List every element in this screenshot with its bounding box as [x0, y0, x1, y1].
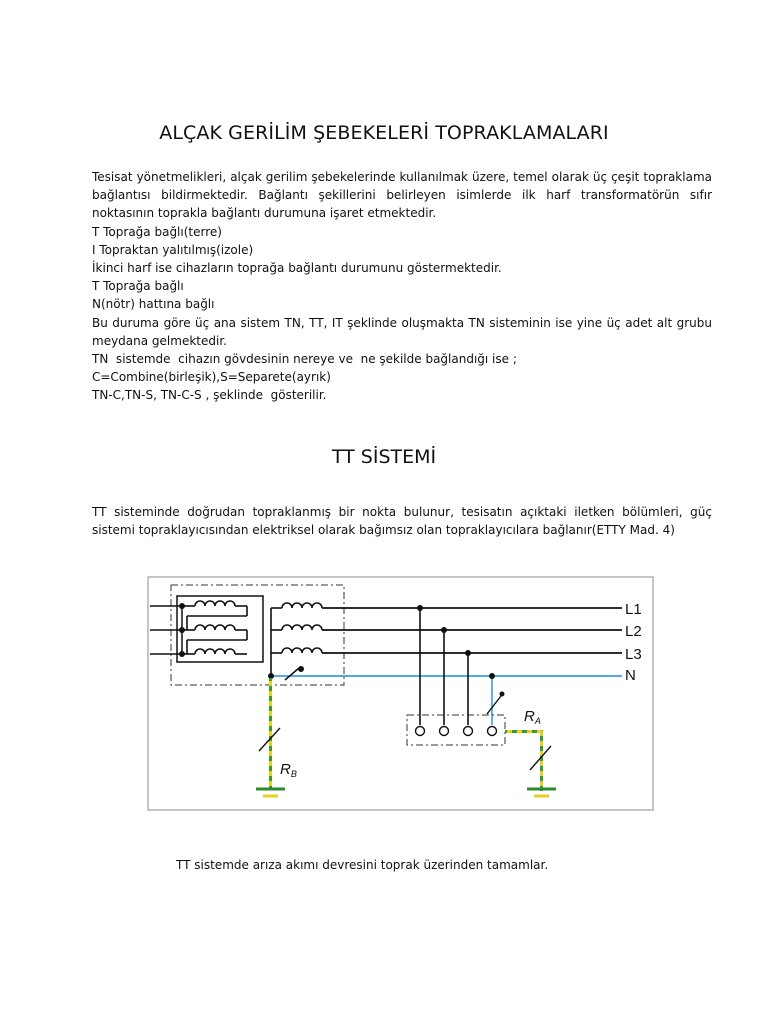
page-title: ALÇAK GERİLİM ŞEBEKELERİ TOPRAKLAMALARI — [159, 122, 609, 144]
intro-line: N(nötr) hattına bağlı — [92, 297, 215, 312]
intro-line: T Toprağa bağlı — [92, 279, 184, 294]
intro-line: I Topraktan yalıtılmış(izole) — [92, 242, 254, 257]
ra-label: $R_A$ — [524, 708, 541, 726]
intro-line: TN sistemde cihazın gövdesinin nereye ve ne şekilde bağlandığı ise ; — [92, 352, 517, 367]
intro-section — [92, 168, 712, 405]
line-label-l1: L1 — [625, 601, 642, 618]
section-title-tt: TT SİSTEMİ — [331, 446, 437, 468]
intro-paragraph: Tesisat yönetmelikleri, alçak gerilim şebekelerinde kullanılmak üzere, temel olarak üç çeşit topraklama bağlantısı bildirmektedir. Bağlantı şekillerini belirleyen isimlerde ilk harf transformatörün sıfır noktasının toprakla bağlantı durumuna işaret etmektedir. — [92, 170, 712, 221]
intro-line: TN-C,TN-S, TN-C-S , şeklinde gösterilir. — [92, 388, 327, 403]
rb-label: $R_B$ — [280, 761, 297, 779]
intro-line: T Toprağa bağlı(terre) — [92, 224, 222, 239]
intro-line: C=Combine(birleşik),S=Separete(ayrık) — [92, 370, 331, 385]
intro-line: İkinci harf ise cihazların toprağa bağlantı durumunu göstermektedir. — [92, 261, 502, 276]
diagram-frame — [148, 577, 653, 810]
intro-paragraph-2: Bu duruma göre üç ana sistem TN, TT, IT şeklinde oluşmakta TN sisteminin ise yine üç adet alt grubu meydana gelmektedir. — [92, 315, 712, 348]
figure-caption: TT sistemde arıza akımı devresini toprak üzerinden tamamlar. — [176, 858, 549, 872]
tt-system-diagram — [147, 576, 655, 812]
line-label-l2: L2 — [625, 623, 642, 640]
tt-paragraph: TT sisteminde doğrudan topraklanmış bir nokta bulunur, tesisatın açıktaki iletken bölümleri, güç sistemi topraklayıcısından elektriksel olarak bağımsız olan topraklayıcılara bağlanır(ETTY Mad. 4) — [92, 505, 712, 538]
line-label-n: N — [625, 667, 636, 684]
line-label-l3: L3 — [625, 646, 642, 663]
